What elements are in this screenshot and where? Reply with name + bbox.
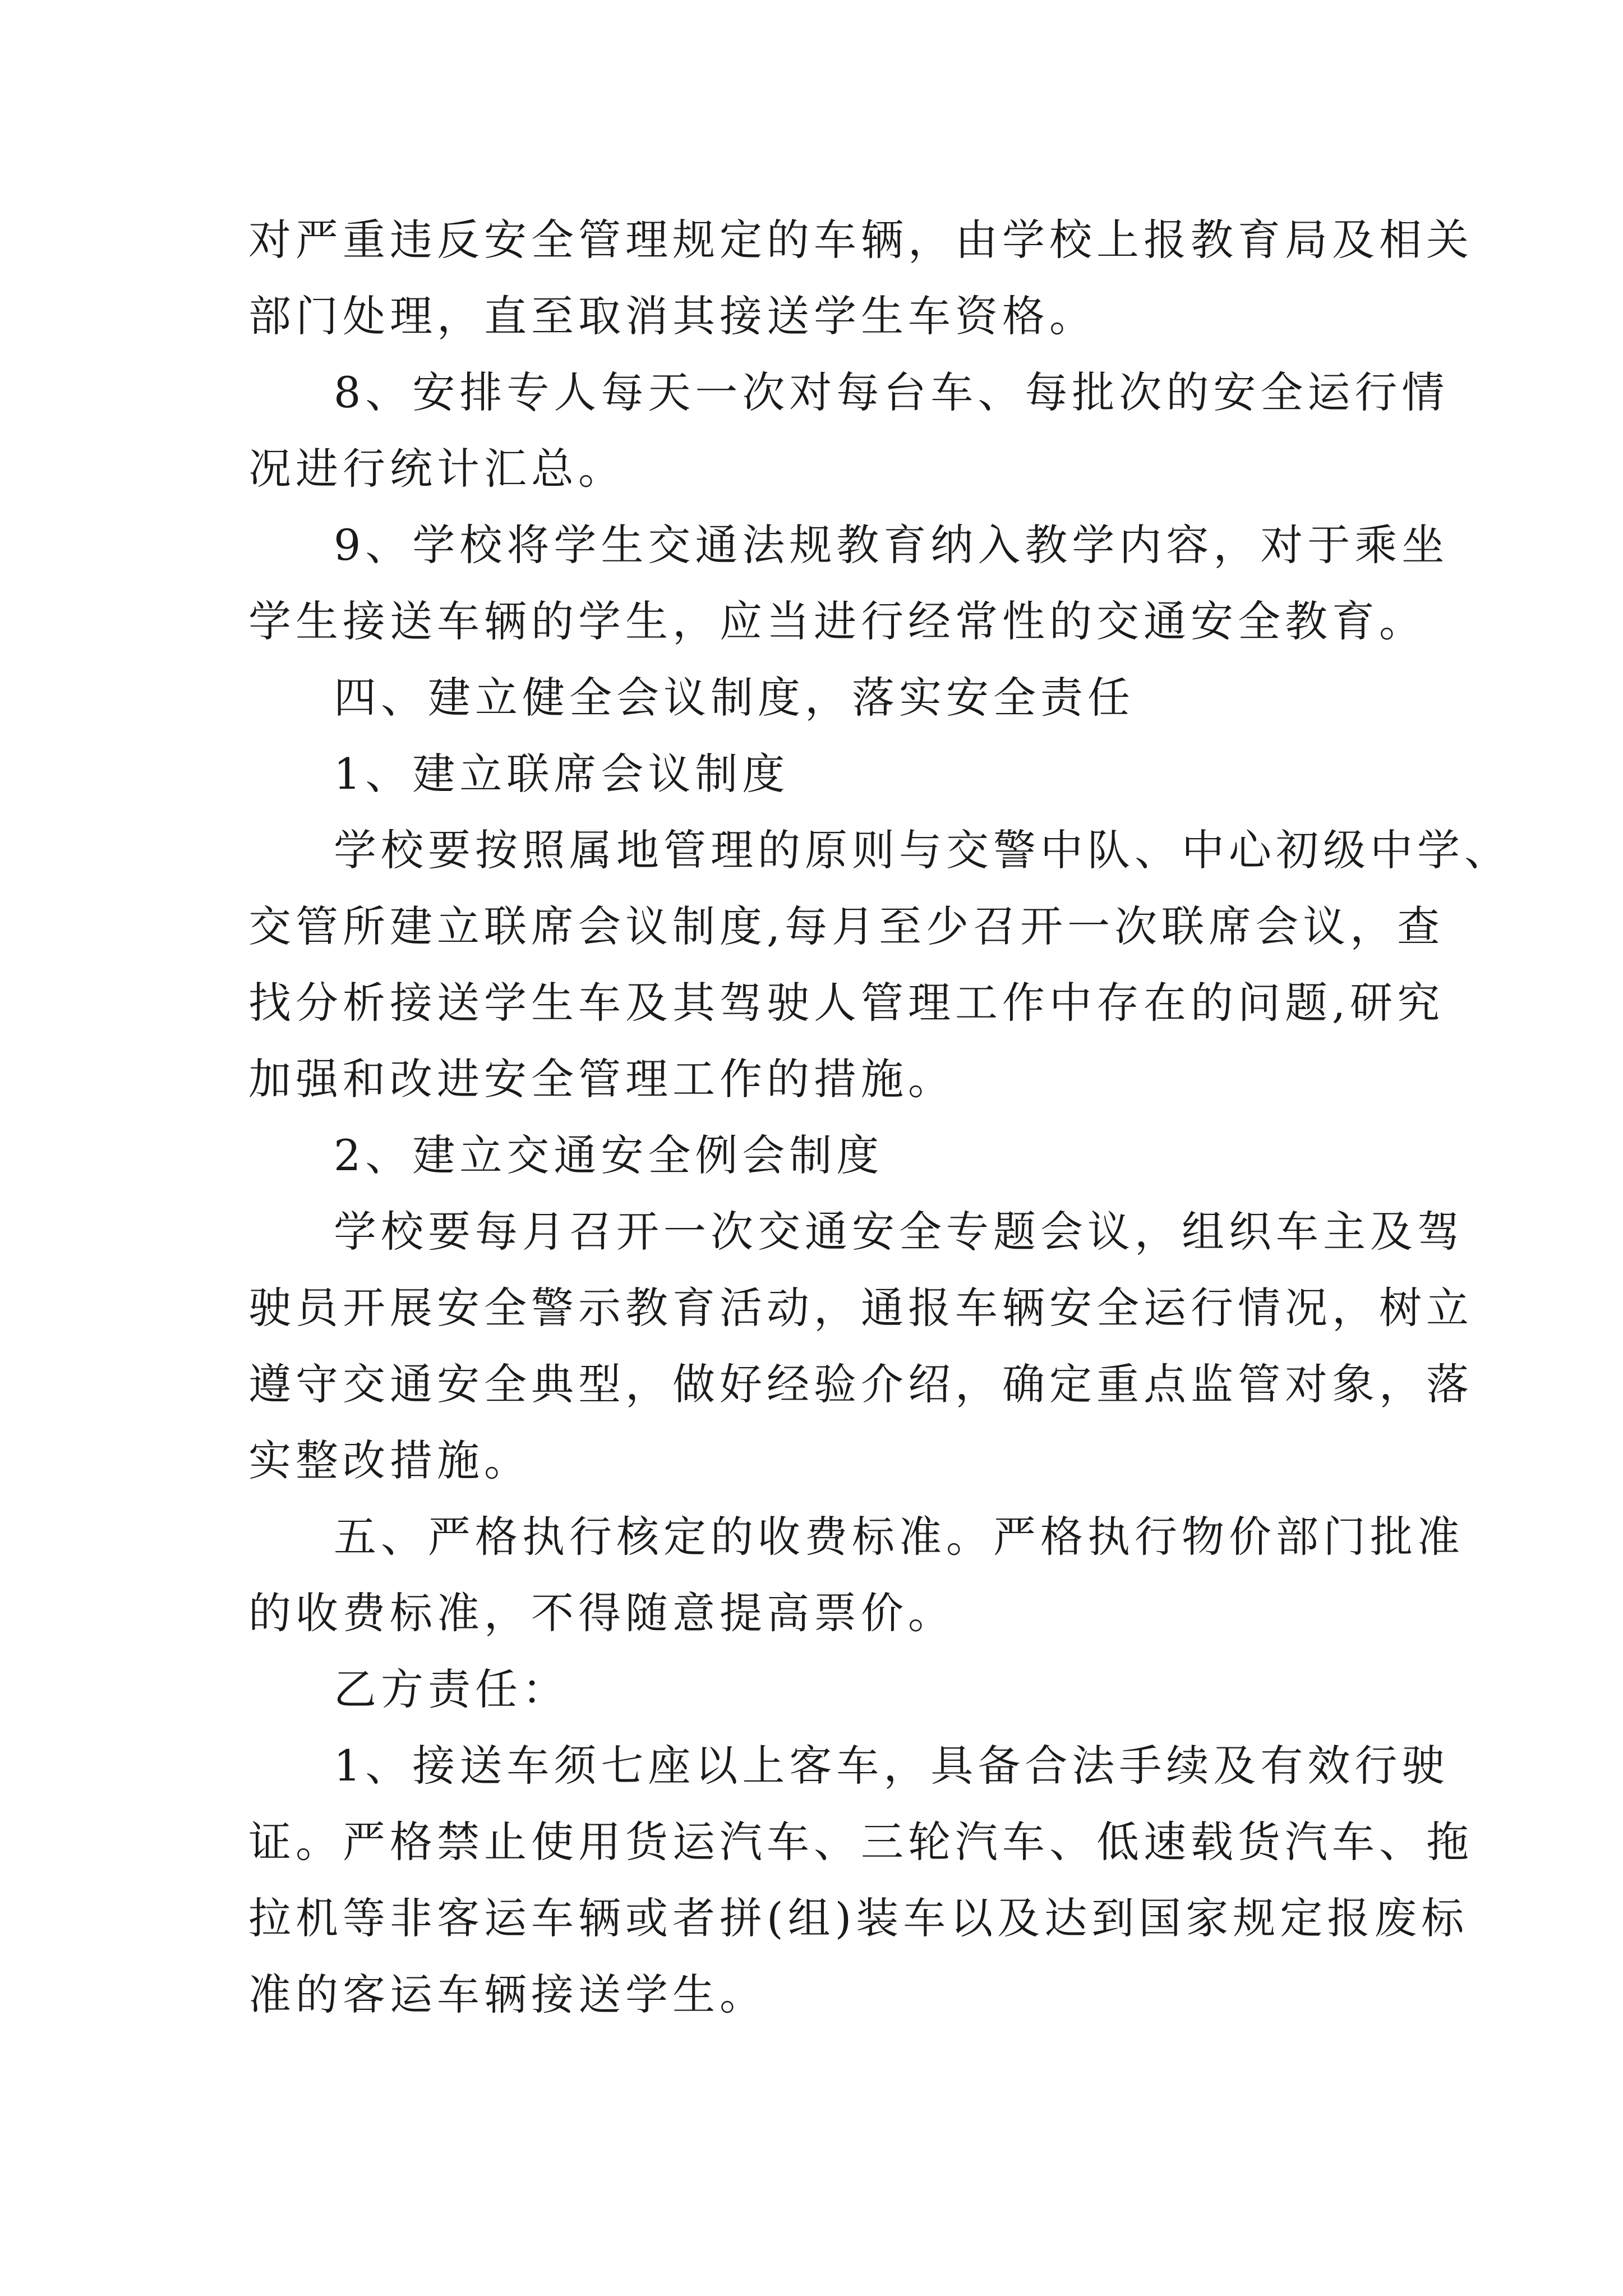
text-line: 证。严格禁止使用货运汽车、三轮汽车、低速载货汽车、拖	[248, 1817, 1473, 1867]
text-line: 学生接送车辆的学生，应当进行经常性的交通安全教育。	[248, 596, 1426, 646]
text-line: 驶员开展安全警示教育活动，通报车辆安全运行情况，树立	[248, 1283, 1473, 1333]
text-line: 加强和改进安全管理工作的措施。	[248, 1054, 955, 1104]
subsection-heading: 2、建立交通安全例会制度	[334, 1130, 884, 1180]
text-line: 况进行统计汇总。	[248, 444, 625, 494]
subsection-heading: 1、建立联席会议制度	[334, 749, 790, 799]
text-line: 9、学校将学生交通法规教育纳入教学内容，对于乘坐	[334, 520, 1449, 570]
text-line: 遵守交通安全典型，做好经验介绍，确定重点监管对象，落	[248, 1359, 1473, 1409]
text-line: 交管所建立联席会议制度,每月至少召开一次联席会议，查	[248, 901, 1445, 951]
text-line: 8、安排专人每天一次对每台车、每批次的安全运行情	[334, 367, 1449, 417]
text-line: 的收费标准，不得随意提高票价。	[248, 1588, 955, 1638]
text-line: 找分析接送学生车及其驾驶人管理工作中存在的问题,研究	[248, 978, 1445, 1028]
text-line: 准的客运车辆接送学生。	[248, 1970, 767, 2019]
text-line: 拉机等非客运车辆或者拼(组)装车以及达到国家规定报废标	[248, 1893, 1469, 1943]
text-line: 学校要每月召开一次交通安全专题会议，组织车主及驾	[334, 1207, 1464, 1257]
document-body	[248, 202, 1511, 2033]
text-line: 学校要按照属地管理的原则与交警中队、中心初级中学、	[334, 825, 1511, 875]
text-line: 1、接送车须七座以上客车，具备合法手续及有效行驶	[334, 1741, 1449, 1791]
text-line: 部门处理，直至取消其接送学生车资格。	[248, 291, 1096, 341]
section-heading: 五、严格执行核定的收费标准。严格执行物价部门批准	[334, 1512, 1464, 1562]
section-heading: 四、建立健全会议制度，落实安全责任	[334, 673, 1135, 723]
text-line: 对严重违反安全管理规定的车辆，由学校上报教育局及相关	[248, 215, 1473, 265]
text-line: 实整改措施。	[248, 1435, 531, 1485]
section-heading: 乙方责任：	[334, 1664, 569, 1714]
